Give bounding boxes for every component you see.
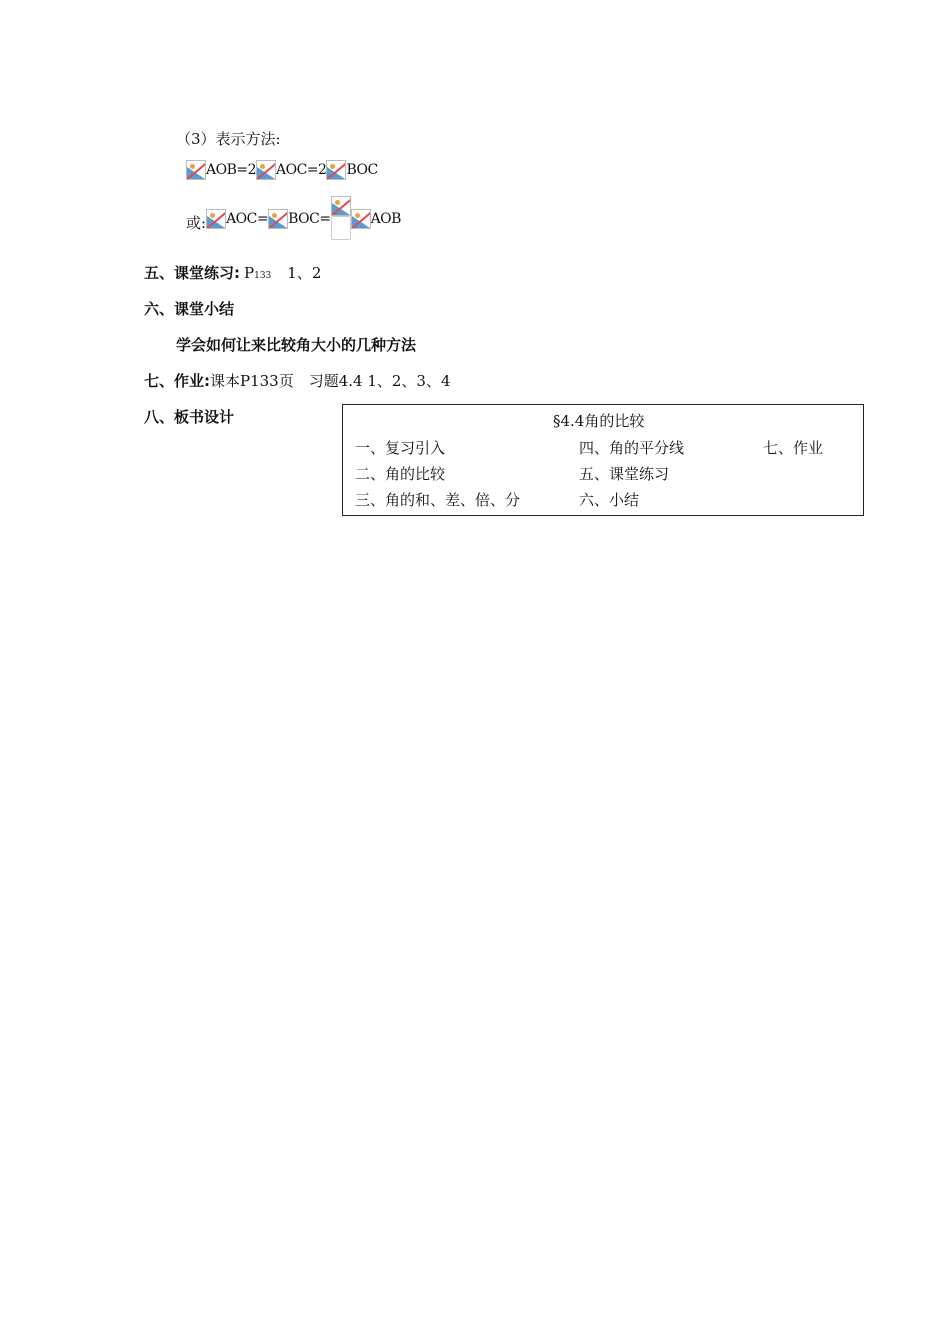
formula-text: AOC=2 — [276, 162, 327, 178]
summary-text: 学会如何让来比较角大小的几种方法 — [176, 336, 417, 354]
angle-symbol-image — [268, 209, 288, 229]
page-ref-number: 133 — [254, 271, 272, 281]
formula-line-1 — [186, 160, 378, 180]
board-item: 七、作业 — [763, 439, 824, 457]
formula-text: AOB=2 — [206, 162, 257, 178]
exercise-numbers: 1、2 — [287, 264, 322, 282]
page-ref: P — [244, 264, 255, 282]
method-heading: （3）表示方法: — [176, 130, 281, 148]
section-7-heading: 七、作业: — [144, 372, 210, 390]
homework-text: 课本P133页 习题4.4 1、2、3、4 — [210, 372, 451, 390]
board-item: 二、角的比较 — [355, 465, 446, 483]
board-title: §4.4角的比较 — [553, 412, 645, 430]
formula-line-2 — [186, 196, 401, 240]
board-item: 三、角的和、差、倍、分 — [355, 491, 521, 509]
section-7 — [144, 370, 451, 391]
angle-symbol-image — [326, 160, 346, 180]
section-5 — [144, 262, 321, 283]
angle-symbol-image — [256, 160, 276, 180]
angle-symbol-image — [206, 209, 226, 229]
board-item: 四、角的平分线 — [579, 439, 685, 457]
fraction-denominator-frame — [331, 216, 351, 240]
or-label: 或: — [186, 214, 207, 232]
fraction-image — [331, 196, 351, 216]
board-item: 一、复习引入 — [355, 439, 446, 457]
formula-text: BOC= — [288, 211, 331, 227]
formula-text: AOB — [370, 211, 401, 227]
angle-symbol-image — [186, 160, 206, 180]
board-item: 六、小结 — [579, 491, 640, 509]
angle-symbol-image — [351, 209, 371, 229]
board-item: 五、课堂练习 — [579, 465, 670, 483]
section-5-heading: 五、课堂练习: — [144, 264, 240, 282]
section-6-heading: 六、课堂小结 — [144, 300, 235, 318]
board-design-box — [342, 404, 864, 516]
section-8-heading: 八、板书设计 — [144, 408, 235, 426]
formula-text: BOC — [346, 162, 378, 178]
formula-text: AOC= — [226, 211, 269, 227]
